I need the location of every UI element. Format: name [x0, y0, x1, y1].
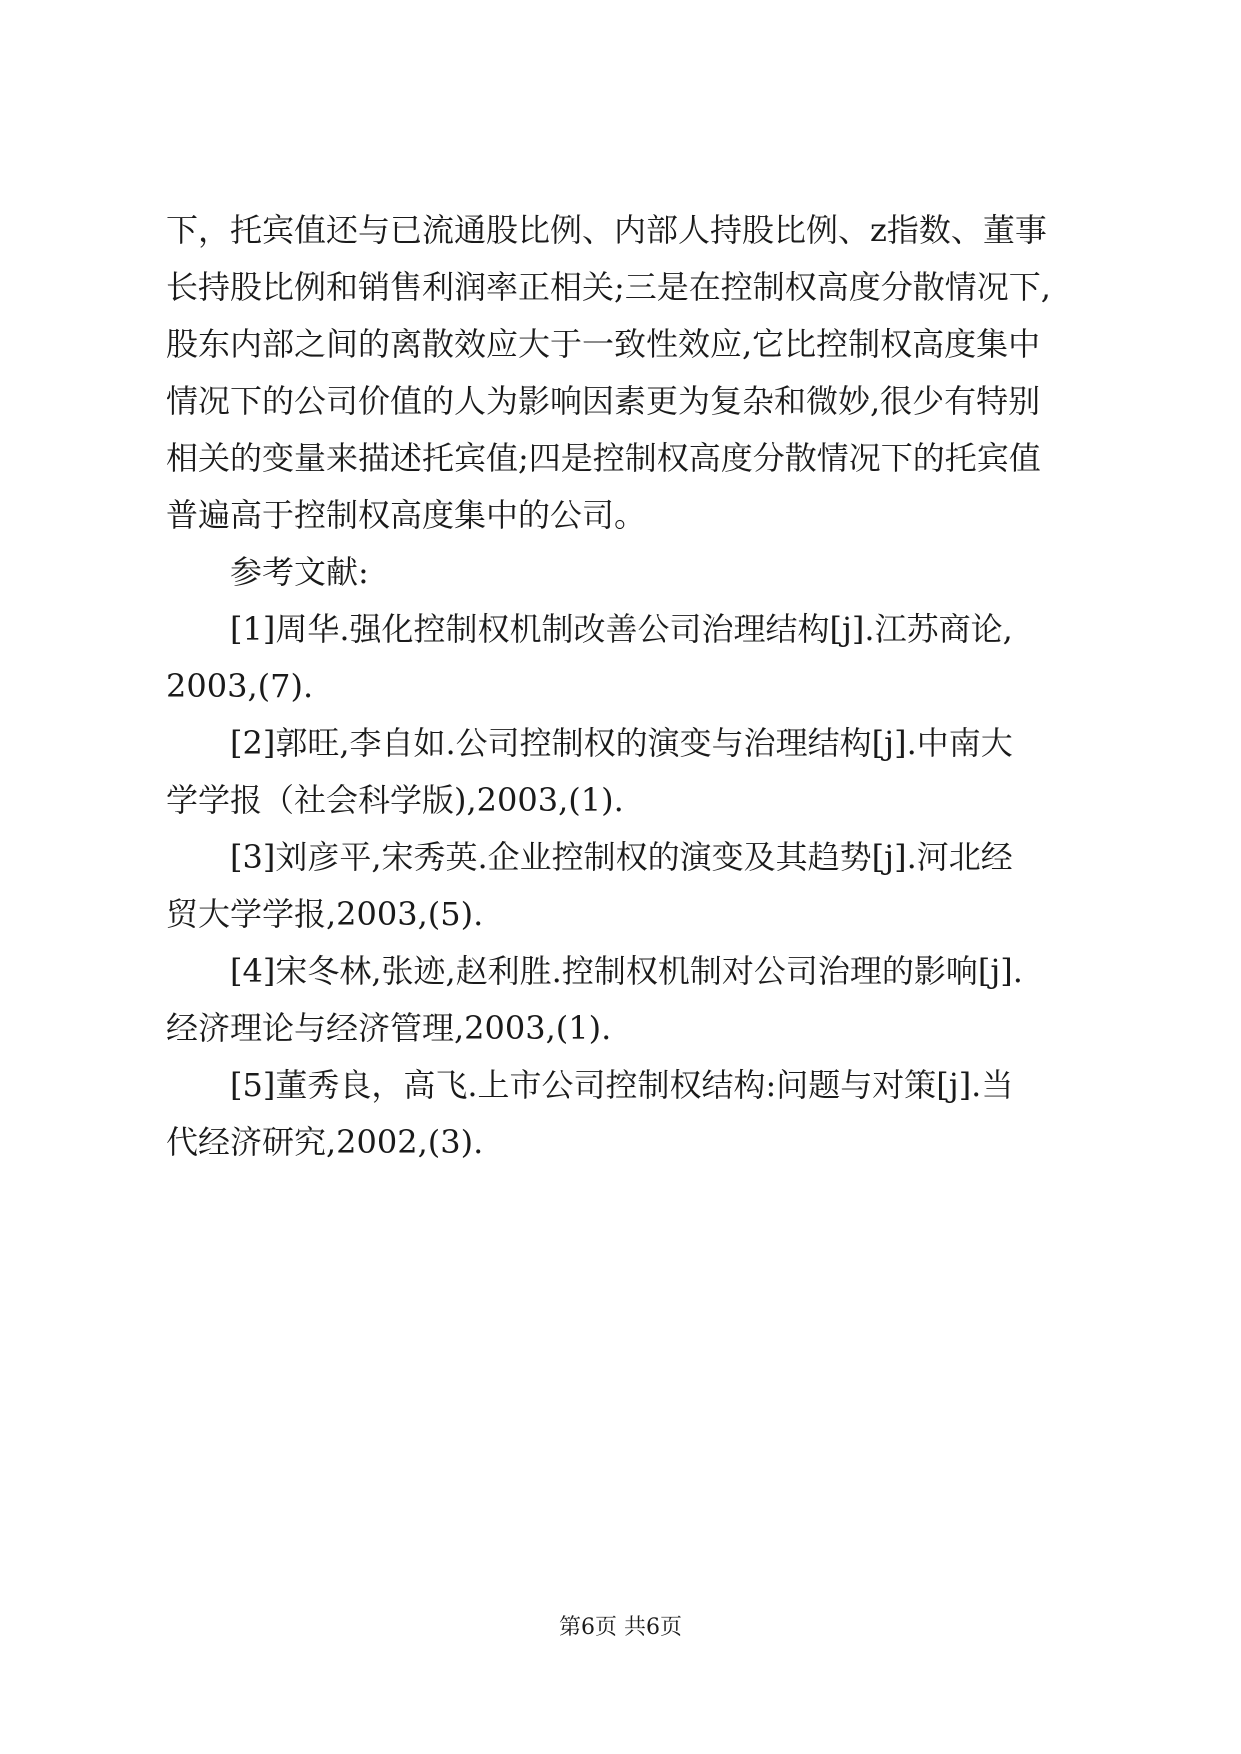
body-line: 下，托宾值还与已流通股比例、内部人持股比例、z指数、董事	[166, 211, 1047, 249]
reference-line: 贸大学学报,2003,(5).	[166, 895, 484, 933]
body-line: 普遍高于控制权高度集中的公司。	[166, 496, 647, 534]
reference-line: 代经济研究,2002,(3).	[166, 1123, 484, 1161]
reference-line: 经济理论与经济管理,2003,(1).	[166, 1009, 612, 1047]
references-heading: 参考文献:	[230, 553, 369, 591]
reference-line: [2]郭旺,李自如.公司控制权的演变与治理结构[j].中南大	[230, 724, 1013, 762]
reference-line: [1]周华.强化控制权机制改善公司治理结构[j].江苏商论,	[230, 610, 1013, 648]
page-footer: 第6页 共6页	[559, 1615, 682, 1640]
body-line: 长持股比例和销售利润率正相关;三是在控制权高度分散情况下,	[166, 268, 1051, 306]
reference-line: [3]刘彦平,宋秀英.企业控制权的演变及其趋势[j].河北经	[230, 838, 1013, 876]
reference-line: 2003,(7).	[166, 667, 314, 705]
reference-line: [5]董秀良，高飞.上市公司控制权结构:问题与对策[j].当	[230, 1066, 1014, 1104]
body-line: 股东内部之间的离散效应大于一致性效应,它比控制权高度集中	[166, 325, 1041, 363]
body-line: 情况下的公司价值的人为影响因素更为复杂和微妙,很少有特别	[166, 382, 1041, 420]
reference-line: 学学报（社会科学版),2003,(1).	[166, 781, 624, 819]
body-line: 相关的变量来描述托宾值;四是控制权高度分散情况下的托宾值	[166, 439, 1041, 477]
reference-line: [4]宋冬林,张迹,赵利胜.控制权机制对公司治理的影响[j].	[230, 952, 1023, 990]
